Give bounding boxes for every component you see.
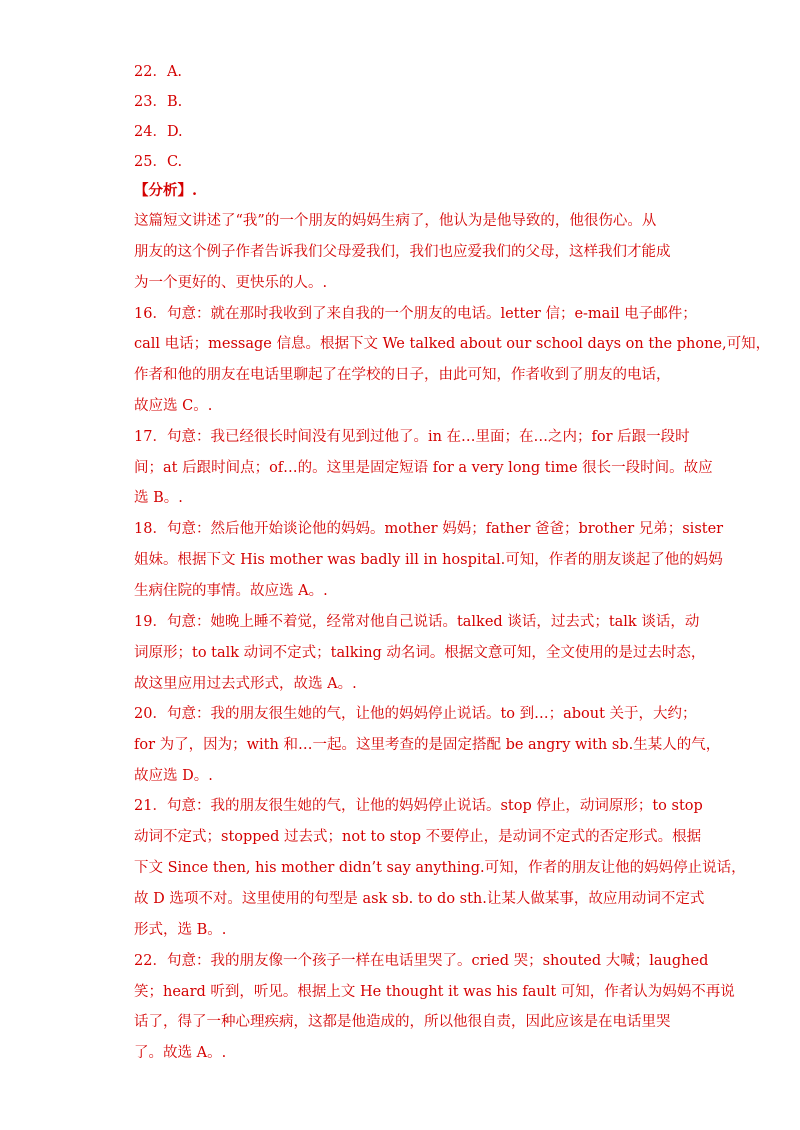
explanation-19-line: 19．句意：她晚上睡不着觉，经常对他自己说话。talked 谈话，过去式；talk 谈话，动 <box>134 614 700 630</box>
explanation-21-line: 动词不定式；stopped 过去式；not to stop 不要停止，是动词不定式的否定形式。根据 <box>134 829 702 845</box>
answer-24: 24．D. <box>134 124 183 140</box>
explanation-22-line: 笑；heard 听到，听见。根据上文 He thought it was his fault 可知，作者认为妈妈不再说 <box>134 984 735 1000</box>
explanation-20-line: for 为了，因为；with 和…一起。这里考查的是固定搭配 be angry with sb.生某人的气， <box>134 737 721 753</box>
explanation-17-line: 间；at 后跟时间点；of…的。这里是固定短语 for a very long time 很长一段时间。故应 <box>134 460 713 476</box>
analysis-header: 【分析】. <box>134 182 198 199</box>
explanation-16-line: 16．句意：就在那时我收到了来自我的一个朋友的电话。letter 信；e-mail 电子邮件； <box>134 306 697 322</box>
explanation-19-line: 故这里应用过去式形式，故选 A。. <box>134 676 357 692</box>
explanation-18-line: 生病住院的事情。故应选 A。. <box>134 583 328 599</box>
answer-22: 22．A. <box>134 64 183 80</box>
explanation-18-line: 姐妹。根据下文 His mother was badly ill in hospital.可知，作者的朋友谈起了他的妈妈 <box>134 552 723 568</box>
explanation-16-line: 作者和他的朋友在电话里聊起了在学校的日子，由此可知，作者收到了朋友的电话， <box>134 367 671 383</box>
explanation-17-line: 选 B。. <box>134 490 183 506</box>
explanation-21-line: 21．句意：我的朋友很生她的气，让他的妈妈停止说话。stop 停止，动词原形；to stop <box>134 798 703 814</box>
explanation-21-line: 形式，选 B。. <box>134 922 227 938</box>
explanation-22-line: 了。故选 A。. <box>134 1045 227 1061</box>
explanation-20-line: 故应选 D。. <box>134 768 213 784</box>
explanation-19-line: 词原形；to talk 动词不定式；talking 动名词。根据文意可知，全文使用的是过去时态， <box>134 645 706 661</box>
explanation-16-line: call 电话；message 信息。根据下文 We talked about our school days on the phone,可知， <box>134 336 771 352</box>
answer-25: 25．C. <box>134 154 183 170</box>
explanation-22-line: 话了，得了一种心理疾病，这都是他造成的，所以他很自责，因此应该是在电话里哭 <box>134 1014 671 1030</box>
summary-line: 这篇短文讲述了“我”的一个朋友的妈妈生病了，他认为是他导致的，他很伤心。从 <box>134 213 657 229</box>
explanation-17-line: 17．句意：我已经很长时间没有见到过他了。in 在…里面；在…之内；for 后跟一段时 <box>134 429 690 445</box>
summary-line: 为一个更好的、更快乐的人。. <box>134 275 328 291</box>
summary-line: 朋友的这个例子作者告诉我们父母爱我们，我们也应爱我们的父母，这样我们才能成 <box>134 244 671 260</box>
explanation-18-line: 18．句意：然后他开始谈论他的妈妈。mother 妈妈；father 爸爸；brother 兄弟；sister <box>134 521 724 537</box>
explanation-21-line: 下文 Since then, his mother didn’t say anything.可知，作者的朋友让他的妈妈停止说话， <box>134 860 746 876</box>
answer-23: 23．B. <box>134 94 183 110</box>
explanation-21-line: 故 D 选项不对。这里使用的句型是 ask sb. to do sth.让某人做某事，故应用动词不定式 <box>134 891 705 907</box>
explanation-22-line: 22．句意：我的朋友像一个孩子一样在电话里哭了。cried 哭；shouted 大喊；laughed <box>134 953 709 969</box>
explanation-16-line: 故应选 C。. <box>134 398 213 414</box>
explanation-20-line: 20．句意：我的朋友很生她的气，让他的妈妈停止说话。to 到…；about 关于，大约； <box>134 706 697 722</box>
